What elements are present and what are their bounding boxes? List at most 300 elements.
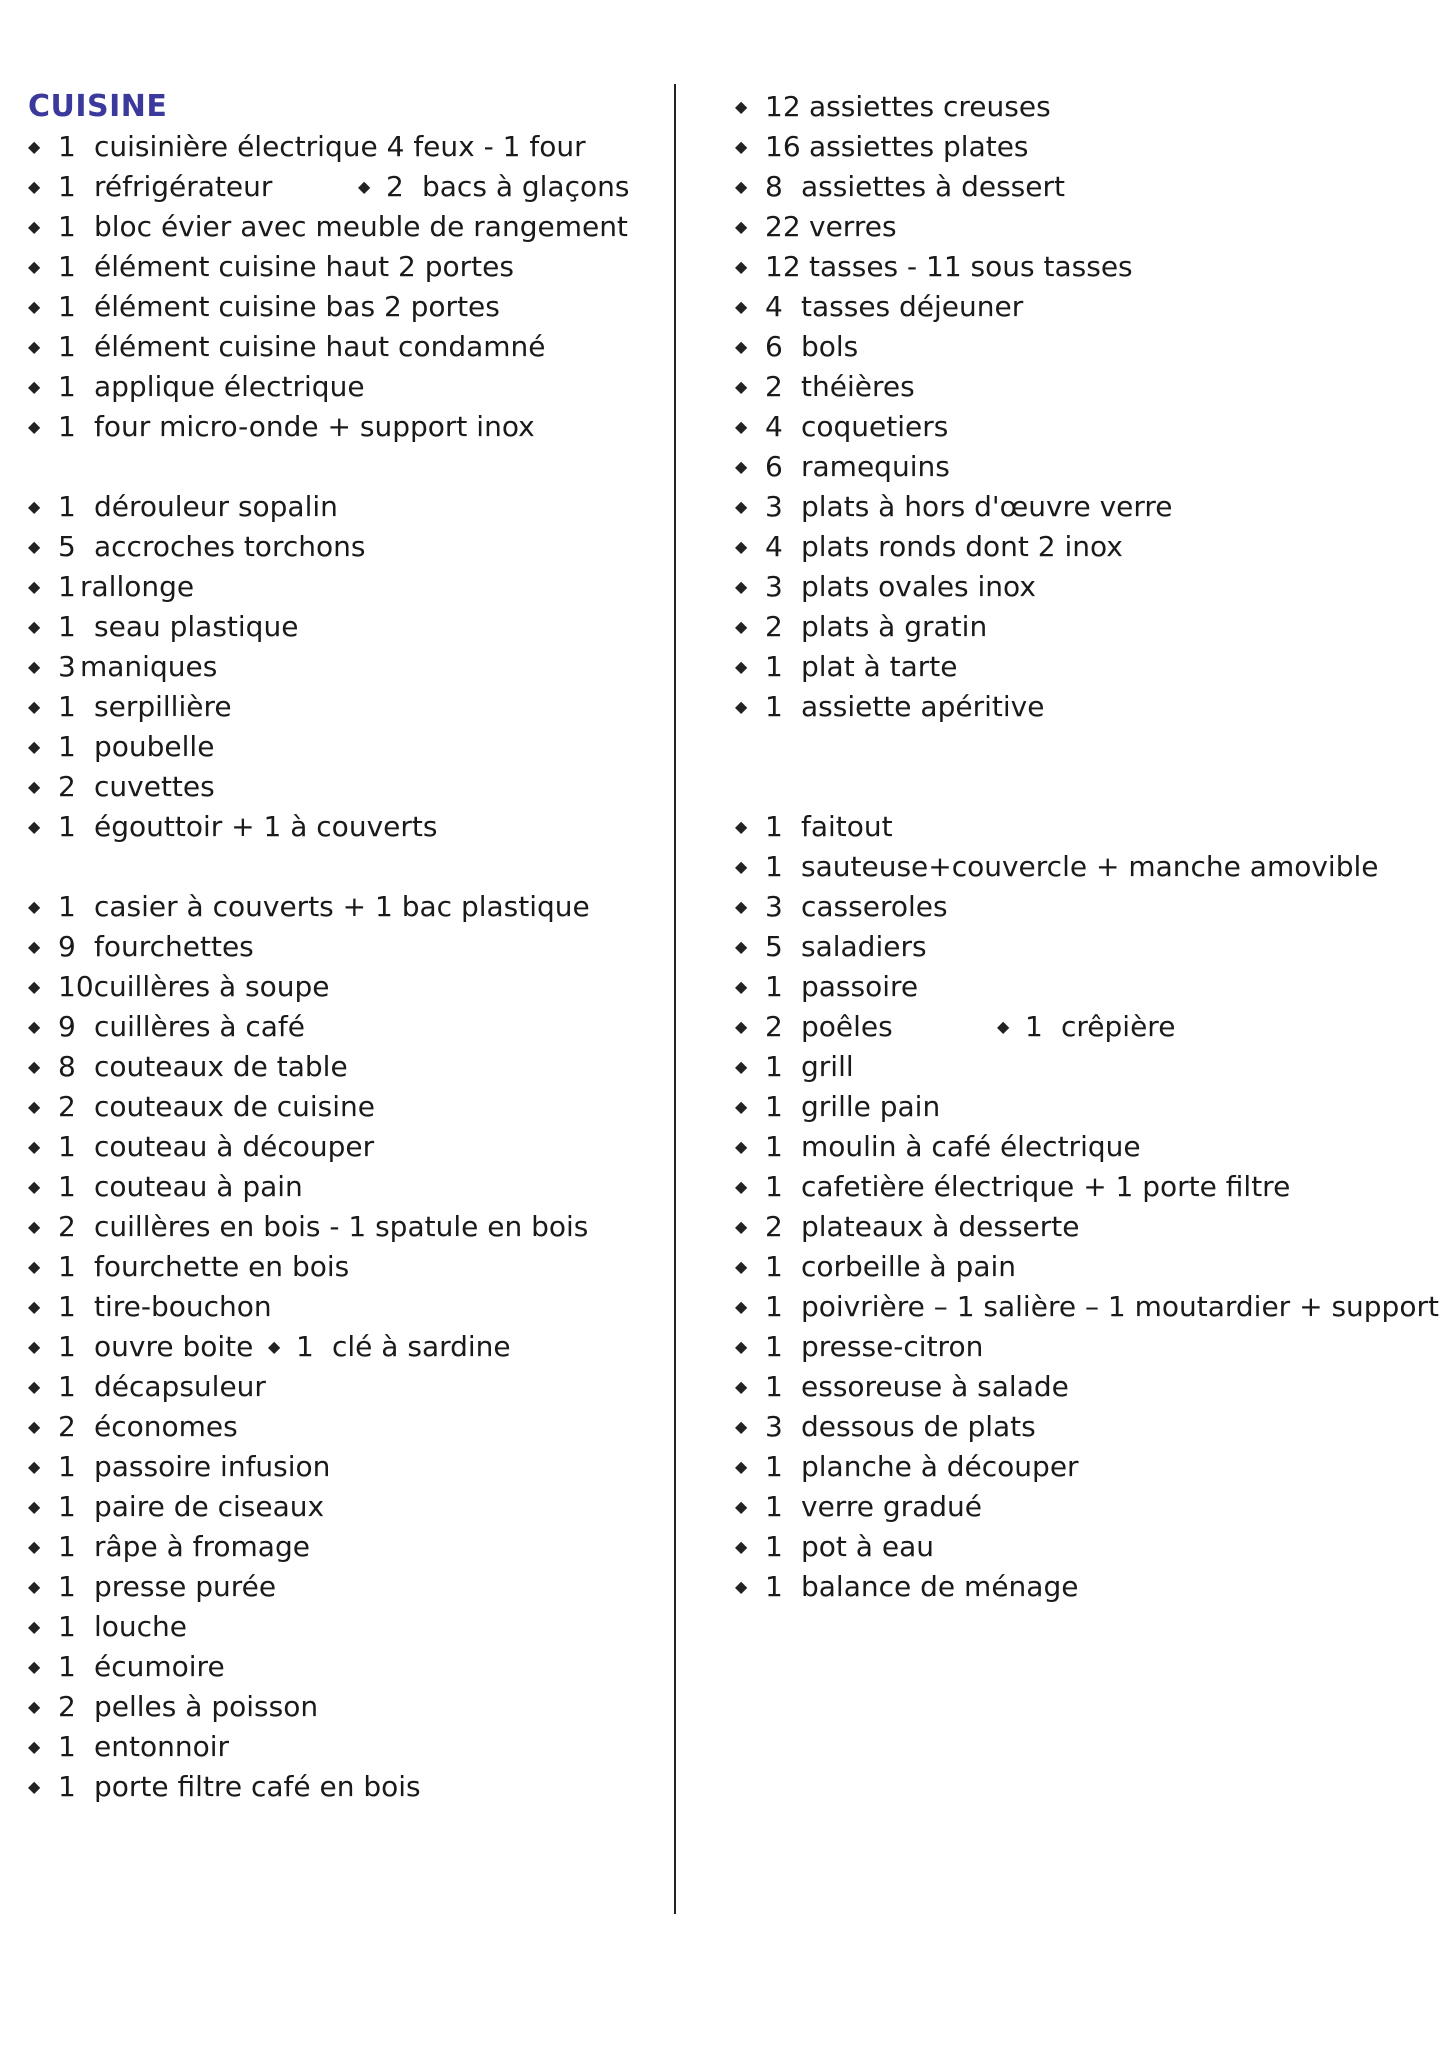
item-quantity: 4: [765, 290, 783, 323]
item-quantity: 8: [765, 170, 783, 203]
item-quantity: 1: [58, 1770, 76, 1803]
bullet-icon: ◆: [735, 257, 748, 276]
list-item: [735, 607, 1439, 647]
item-quantity: 1: [58, 1450, 76, 1483]
section-title: CUISINE: [28, 89, 168, 124]
bullet-icon: ◆: [735, 857, 748, 876]
list-item: [735, 1327, 1439, 1367]
list-item: [28, 1487, 628, 1527]
item-label: tire-bouchon: [94, 1290, 272, 1323]
bullet-icon: ◆: [28, 777, 41, 796]
item-label: bacs à glaçons: [422, 170, 630, 203]
item-quantity: 1: [58, 410, 76, 443]
list-item: [28, 127, 628, 167]
bullet-icon: ◆: [28, 1177, 41, 1196]
list-item: [28, 727, 628, 767]
list-item: [28, 327, 628, 367]
item-quantity: 3: [765, 1410, 783, 1443]
bullet-icon: ◆: [358, 177, 371, 196]
list-item: [28, 807, 628, 847]
list-item: [28, 1687, 628, 1727]
list-item: [28, 1567, 628, 1607]
list-item: [735, 1407, 1439, 1447]
item-quantity: 1: [58, 570, 76, 603]
item-quantity: 1: [58, 1650, 76, 1683]
bullet-icon: ◆: [28, 417, 41, 436]
item-label: cuisinière électrique 4 feux - 1 four: [94, 130, 586, 163]
item-quantity: 1: [765, 690, 783, 723]
item-quantity: 22: [765, 210, 801, 243]
item-label: entonnoir: [94, 1730, 229, 1763]
list-item: [735, 567, 1439, 607]
item-label: bloc évier avec meuble de rangement: [94, 210, 628, 243]
item-quantity: 2: [386, 170, 404, 203]
item-quantity: 3: [765, 490, 783, 523]
list-item: [735, 1167, 1439, 1207]
item-label: égouttoir + 1 à couverts: [94, 810, 438, 843]
item-label: grill: [801, 1050, 854, 1083]
item-quantity: 1: [765, 650, 783, 683]
bullet-icon: ◆: [28, 1617, 41, 1636]
bullet-icon: ◆: [735, 537, 748, 556]
bullet-icon: ◆: [735, 297, 748, 316]
item-label: plats à hors d'œuvre verre: [801, 490, 1173, 523]
item-quantity: 1: [58, 290, 76, 323]
bullet-icon: ◆: [735, 697, 748, 716]
bullet-icon: ◆: [735, 617, 748, 636]
list-item: [28, 767, 628, 807]
bullet-icon: ◆: [735, 657, 748, 676]
item-label: rallonge: [80, 570, 195, 603]
blank-line: [735, 727, 1439, 767]
list-item: [735, 887, 1439, 927]
bullet-icon: ◆: [735, 137, 748, 156]
list-item: [735, 1487, 1439, 1527]
bullet-icon: ◆: [735, 1297, 748, 1316]
item-quantity: 8: [58, 1050, 76, 1083]
item-label: élément cuisine haut condamné: [94, 330, 546, 363]
item-quantity: 3: [765, 890, 783, 923]
item-label: planche à découper: [801, 1450, 1079, 1483]
inline-extra-item: [268, 1327, 511, 1367]
bullet-icon: ◆: [28, 1057, 41, 1076]
bullet-icon: ◆: [735, 1257, 748, 1276]
list-item: [28, 167, 628, 207]
item-label: moulin à café électrique: [801, 1130, 1141, 1163]
bullet-icon: ◆: [735, 1337, 748, 1356]
list-item: [28, 887, 628, 927]
item-label: élément cuisine bas 2 portes: [94, 290, 500, 323]
list-item: [28, 1087, 628, 1127]
list-item: [735, 367, 1439, 407]
bullet-icon: ◆: [28, 657, 41, 676]
bullet-icon: ◆: [735, 1417, 748, 1436]
item-label: passoire: [801, 970, 919, 1003]
item-label: pelles à poisson: [94, 1690, 319, 1723]
bullet-icon: ◆: [28, 297, 41, 316]
item-label: décapsuleur: [94, 1370, 266, 1403]
bullet-icon: ◆: [28, 1297, 41, 1316]
bullet-icon: ◆: [28, 1137, 41, 1156]
item-label: couteau à découper: [94, 1130, 375, 1163]
list-item: [735, 207, 1439, 247]
list-item: [735, 287, 1439, 327]
bullet-icon: ◆: [735, 977, 748, 996]
list-item: [28, 1207, 628, 1247]
item-label: saladiers: [801, 930, 927, 963]
item-quantity: 2: [765, 370, 783, 403]
item-label: ramequins: [801, 450, 950, 483]
list-item: [28, 1407, 628, 1447]
list-item: [735, 1287, 1439, 1327]
item-quantity: 5: [58, 530, 76, 563]
list-item: [735, 647, 1439, 687]
item-quantity: 1: [58, 1290, 76, 1323]
list-item: [28, 1047, 628, 1087]
item-quantity: 1: [58, 250, 76, 283]
list-item: [28, 1727, 628, 1767]
item-label: cuillères à café: [94, 1010, 306, 1043]
list-item: [28, 1367, 628, 1407]
bullet-icon: ◆: [28, 1217, 41, 1236]
bullet-icon: ◆: [28, 817, 41, 836]
list-item: [28, 1527, 628, 1567]
item-quantity: 1: [58, 170, 76, 203]
item-label: clé à sardine: [332, 1330, 511, 1363]
item-label: dérouleur sopalin: [94, 490, 338, 523]
bullet-icon: ◆: [735, 217, 748, 236]
bullet-icon: ◆: [28, 937, 41, 956]
bullet-icon: ◆: [735, 937, 748, 956]
bullet-icon: ◆: [28, 217, 41, 236]
list-item: [28, 1127, 628, 1167]
bullet-icon: ◆: [28, 1417, 41, 1436]
list-item: [735, 1127, 1439, 1167]
right-inventory-list: [735, 87, 1439, 1607]
bullet-icon: ◆: [28, 737, 41, 756]
item-label: assiette apéritive: [801, 690, 1045, 723]
item-label: coquetiers: [801, 410, 949, 443]
list-item: [28, 607, 628, 647]
bullet-icon: ◆: [735, 1057, 748, 1076]
item-label: balance de ménage: [801, 1570, 1079, 1603]
item-label: presse-citron: [801, 1330, 984, 1363]
bullet-icon: ◆: [735, 1017, 748, 1036]
list-item: [735, 1567, 1439, 1607]
item-quantity: 2: [765, 1210, 783, 1243]
item-label: plats ronds dont 2 inox: [801, 530, 1123, 563]
bullet-icon: ◆: [735, 1217, 748, 1236]
item-quantity: 1: [765, 1130, 783, 1163]
bullet-icon: ◆: [735, 1497, 748, 1516]
item-quantity: 1: [765, 810, 783, 843]
item-label: crêpière: [1061, 1010, 1176, 1043]
item-label: couteaux de table: [94, 1050, 348, 1083]
item-label: louche: [94, 1610, 188, 1643]
item-label: seau plastique: [94, 610, 299, 643]
bullet-icon: ◆: [735, 457, 748, 476]
item-quantity: 1: [58, 1530, 76, 1563]
bullet-icon: ◆: [735, 1537, 748, 1556]
list-item: [28, 247, 628, 287]
list-item: [735, 407, 1439, 447]
item-quantity: 10: [58, 970, 94, 1003]
item-quantity: 1: [58, 730, 76, 763]
item-quantity: 9: [58, 1010, 76, 1043]
bullet-icon: ◆: [28, 697, 41, 716]
item-quantity: 1: [765, 1370, 783, 1403]
item-quantity: 2: [58, 1090, 76, 1123]
list-item: [735, 247, 1439, 287]
item-label: couteaux de cuisine: [94, 1090, 376, 1123]
item-quantity: 6: [765, 330, 783, 363]
item-quantity: 2: [765, 610, 783, 643]
item-quantity: 1: [765, 1250, 783, 1283]
item-label: bols: [801, 330, 859, 363]
item-label: plat à tarte: [801, 650, 958, 683]
bullet-icon: ◆: [735, 497, 748, 516]
bullet-icon: ◆: [28, 1537, 41, 1556]
bullet-icon: ◆: [28, 1377, 41, 1396]
item-quantity: 1: [765, 1450, 783, 1483]
item-quantity: 2: [765, 1010, 783, 1043]
list-item: [735, 87, 1439, 127]
bullet-icon: ◆: [28, 1017, 41, 1036]
item-quantity: 1: [765, 850, 783, 883]
item-label: réfrigérateur: [94, 170, 273, 203]
item-label: porte filtre café en bois: [94, 1770, 421, 1803]
column-divider: [674, 84, 676, 1914]
item-quantity: 5: [765, 930, 783, 963]
item-label: économes: [94, 1410, 238, 1443]
list-item: [735, 1447, 1439, 1487]
bullet-icon: ◆: [735, 1577, 748, 1596]
item-quantity: 1: [765, 1090, 783, 1123]
item-quantity: 1: [765, 1170, 783, 1203]
item-label: ouvre boite: [94, 1330, 254, 1363]
item-label: théières: [801, 370, 915, 403]
item-label: assiettes creuses: [809, 90, 1051, 123]
item-quantity: 1: [765, 1530, 783, 1563]
item-quantity: 1: [765, 1050, 783, 1083]
item-label: accroches torchons: [94, 530, 366, 563]
bullet-icon: ◆: [997, 1017, 1010, 1036]
item-label: verre gradué: [801, 1490, 983, 1523]
item-quantity: 1: [58, 810, 76, 843]
list-item: [28, 207, 628, 247]
list-item: [735, 1047, 1439, 1087]
item-quantity: 1: [58, 1130, 76, 1163]
item-label: poêles: [801, 1010, 893, 1043]
list-item: [735, 1087, 1439, 1127]
bullet-icon: ◆: [28, 257, 41, 276]
item-quantity: 4: [765, 410, 783, 443]
bullet-icon: ◆: [735, 177, 748, 196]
item-quantity: 6: [765, 450, 783, 483]
item-quantity: 1: [58, 610, 76, 643]
list-item: [28, 1287, 628, 1327]
item-label: presse purée: [94, 1570, 277, 1603]
item-quantity: 1: [58, 370, 76, 403]
item-label: serpillière: [94, 690, 232, 723]
bullet-icon: ◆: [28, 1097, 41, 1116]
item-quantity: 1: [58, 1250, 76, 1283]
item-label: fourchette en bois: [94, 1250, 350, 1283]
bullet-icon: ◆: [735, 377, 748, 396]
bullet-icon: ◆: [735, 1097, 748, 1116]
item-label: poubelle: [94, 730, 215, 763]
bullet-icon: ◆: [735, 897, 748, 916]
item-label: sauteuse+couvercle + manche amovible: [801, 850, 1379, 883]
bullet-icon: ◆: [735, 97, 748, 116]
item-label: dessous de plats: [801, 1410, 1036, 1443]
item-quantity: 1: [58, 330, 76, 363]
item-label: pot à eau: [801, 1530, 934, 1563]
bullet-icon: ◆: [28, 377, 41, 396]
bullet-icon: ◆: [28, 897, 41, 916]
bullet-icon: ◆: [735, 1177, 748, 1196]
bullet-icon: ◆: [268, 1337, 281, 1356]
blank-line: [735, 767, 1439, 807]
bullet-icon: ◆: [28, 617, 41, 636]
bullet-icon: ◆: [735, 1137, 748, 1156]
item-quantity: 2: [58, 1410, 76, 1443]
left-inventory-list: [28, 127, 628, 1807]
bullet-icon: ◆: [28, 1497, 41, 1516]
item-label: cuvettes: [94, 770, 215, 803]
list-item: [28, 1767, 628, 1807]
blank-line: [28, 847, 628, 887]
item-label: plateaux à desserte: [801, 1210, 1080, 1243]
list-item: [28, 1327, 628, 1367]
item-label: plats à gratin: [801, 610, 988, 643]
list-item: [735, 807, 1439, 847]
item-label: cafetière électrique + 1 porte filtre: [801, 1170, 1291, 1203]
item-label: four micro-onde + support inox: [94, 410, 535, 443]
item-label: écumoire: [94, 1650, 225, 1683]
item-label: casier à couverts + 1 bac plastique: [94, 890, 590, 923]
item-label: couteau à pain: [94, 1170, 303, 1203]
bullet-icon: ◆: [28, 1257, 41, 1276]
bullet-icon: ◆: [28, 577, 41, 596]
bullet-icon: ◆: [735, 1457, 748, 1476]
item-label: fourchettes: [94, 930, 254, 963]
item-quantity: 9: [58, 930, 76, 963]
list-item: [735, 847, 1439, 887]
list-item: [28, 567, 628, 607]
bullet-icon: ◆: [735, 577, 748, 596]
bullet-icon: ◆: [28, 1457, 41, 1476]
list-item: [28, 1247, 628, 1287]
item-quantity: 2: [58, 1690, 76, 1723]
item-quantity: 1: [58, 1170, 76, 1203]
item-quantity: 1: [58, 210, 76, 243]
bullet-icon: ◆: [28, 1577, 41, 1596]
item-label: cuillères à soupe: [93, 970, 330, 1003]
item-label: faitout: [801, 810, 893, 843]
item-quantity: 1: [1025, 1010, 1043, 1043]
item-label: tasses déjeuner: [801, 290, 1024, 323]
list-item: [28, 1007, 628, 1047]
item-quantity: 1: [765, 1570, 783, 1603]
item-label: casseroles: [801, 890, 948, 923]
bullet-icon: ◆: [28, 1657, 41, 1676]
bullet-icon: ◆: [735, 337, 748, 356]
list-item: [735, 927, 1439, 967]
item-quantity: 2: [58, 770, 76, 803]
bullet-icon: ◆: [735, 1377, 748, 1396]
item-label: paire de ciseaux: [94, 1490, 325, 1523]
list-item: [28, 927, 628, 967]
list-item: [28, 687, 628, 727]
item-quantity: 1: [58, 1490, 76, 1523]
bullet-icon: ◆: [28, 1777, 41, 1796]
item-quantity: 1: [765, 970, 783, 1003]
item-quantity: 3: [765, 570, 783, 603]
list-item: [28, 367, 628, 407]
item-label: poivrière – 1 salière – 1 moutardier + support: [801, 1290, 1439, 1323]
list-item: [28, 1607, 628, 1647]
item-quantity: 3: [58, 650, 76, 683]
item-quantity: 1: [58, 1730, 76, 1763]
list-item: [735, 327, 1439, 367]
item-label: tasses - 11 sous tasses: [809, 250, 1133, 283]
item-label: applique électrique: [94, 370, 365, 403]
list-item: [28, 487, 628, 527]
bullet-icon: ◆: [28, 1697, 41, 1716]
list-item: [735, 167, 1439, 207]
list-item: [735, 1007, 1439, 1047]
list-item: [735, 487, 1439, 527]
item-quantity: 12: [765, 90, 801, 123]
list-item: [735, 1207, 1439, 1247]
bullet-icon: ◆: [735, 817, 748, 836]
list-item: [28, 1167, 628, 1207]
list-item: [28, 647, 628, 687]
item-label: cuillères en bois - 1 spatule en bois: [94, 1210, 589, 1243]
bullet-icon: ◆: [735, 417, 748, 436]
blank-line: [28, 447, 628, 487]
bullet-icon: ◆: [28, 977, 41, 996]
bullet-icon: ◆: [28, 177, 41, 196]
inline-extra-item: [358, 167, 629, 207]
item-quantity: 1: [765, 1490, 783, 1523]
item-label: assiettes plates: [809, 130, 1029, 163]
item-quantity: 1: [58, 1370, 76, 1403]
item-quantity: 12: [765, 250, 801, 283]
item-label: corbeille à pain: [801, 1250, 1017, 1283]
item-label: verres: [809, 210, 897, 243]
list-item: [28, 527, 628, 567]
list-item: [28, 1647, 628, 1687]
item-label: râpe à fromage: [94, 1530, 310, 1563]
item-label: passoire infusion: [94, 1450, 331, 1483]
item-quantity: 1: [296, 1330, 314, 1363]
item-label: essoreuse à salade: [801, 1370, 1069, 1403]
list-item: [28, 967, 628, 1007]
item-quantity: 1: [58, 1330, 76, 1363]
list-item: [735, 447, 1439, 487]
bullet-icon: ◆: [28, 137, 41, 156]
bullet-icon: ◆: [28, 337, 41, 356]
item-label: élément cuisine haut 2 portes: [94, 250, 514, 283]
item-quantity: 1: [58, 1570, 76, 1603]
bullet-icon: ◆: [28, 1737, 41, 1756]
item-quantity: 1: [58, 130, 76, 163]
item-quantity: 4: [765, 530, 783, 563]
inline-extra-item: [997, 1007, 1175, 1047]
item-quantity: 16: [765, 130, 801, 163]
